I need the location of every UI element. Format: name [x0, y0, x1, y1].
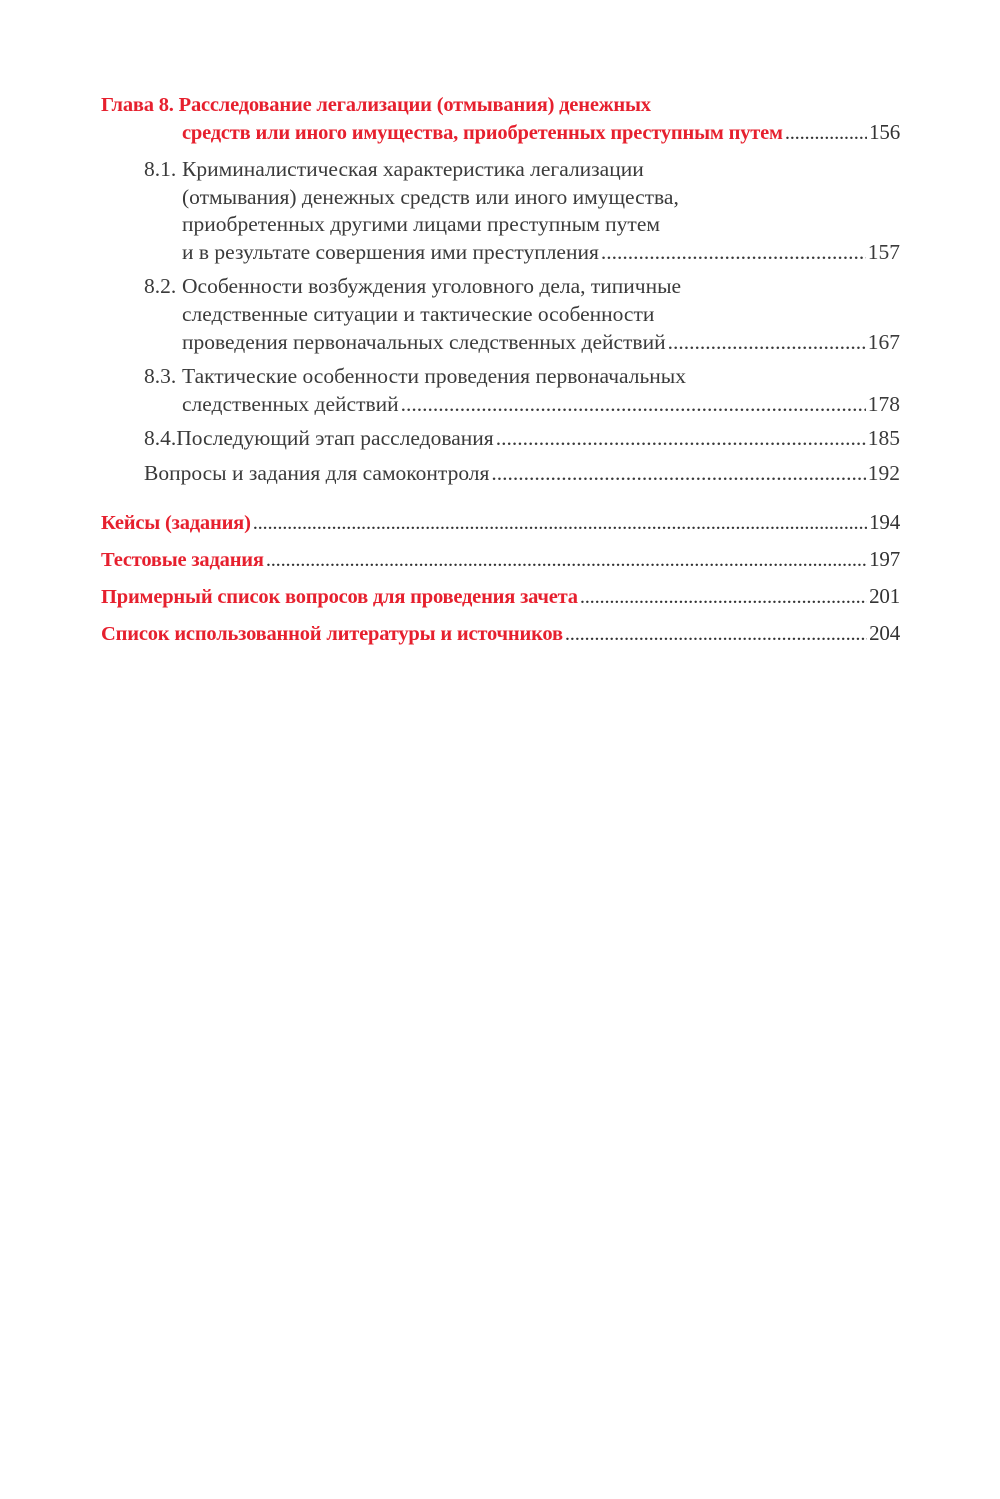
section-line — [144, 156, 900, 184]
item-line — [101, 583, 900, 611]
item-text: Список использованной литературы и источников — [101, 622, 563, 645]
toc-chapter-8[interactable] — [101, 92, 900, 147]
section-text: проведения первоначальных следственных действий — [182, 329, 666, 354]
page-number: 167 — [867, 329, 900, 354]
section-text: Криминалистическая характеристика легализации — [182, 157, 644, 181]
toc-item-tests[interactable] — [101, 546, 900, 574]
spacer — [101, 495, 900, 509]
section-text: Особенности возбуждения уголовного дела, типичные — [182, 274, 682, 299]
dot-leader — [601, 239, 866, 267]
page-number: 192 — [867, 460, 900, 485]
toc-section-8-1[interactable] — [101, 156, 900, 266]
section-line — [144, 184, 900, 212]
section-line — [144, 239, 900, 267]
item-line — [101, 509, 900, 537]
section-line — [144, 301, 900, 329]
dot-leader — [565, 621, 867, 648]
dot-leader — [401, 391, 866, 419]
page-number: 201 — [869, 583, 900, 608]
dot-leader — [491, 460, 865, 488]
toc-section-8-4[interactable] — [101, 425, 900, 453]
toc-item-exam-questions[interactable] — [101, 583, 900, 611]
item-line — [101, 546, 900, 574]
chapter-title-text-2: средств или иного имущества, приобретенных преступным путем — [182, 122, 783, 144]
section-line — [144, 273, 900, 301]
section-text: Вопросы и задания для самоконтроля — [144, 460, 490, 485]
item-text: Тестовые задания — [101, 548, 264, 571]
section-number: 8.2. — [144, 274, 177, 299]
dot-leader — [266, 547, 867, 574]
section-number: 8.4. — [144, 426, 177, 451]
page-number: 185 — [867, 426, 900, 451]
dot-leader — [668, 329, 866, 357]
item-line — [101, 620, 900, 648]
section-text: и в результате совершения ими преступления — [182, 239, 599, 264]
chapter-title-line-2 — [101, 119, 900, 147]
toc-section-8-3[interactable] — [101, 363, 900, 418]
dot-leader — [785, 120, 867, 147]
page-number: 178 — [867, 391, 900, 416]
section-line — [144, 211, 900, 239]
toc-item-references[interactable] — [101, 620, 900, 648]
page-number: 204 — [869, 620, 900, 645]
chapter-title-text-1: Глава 8. Расследование легализации (отмывания) денежных — [101, 94, 651, 116]
section-text: Последующий этап расследования — [176, 426, 494, 451]
toc-selfcheck[interactable] — [101, 460, 900, 488]
section-line — [144, 329, 900, 357]
section-line — [144, 363, 900, 391]
page-number: 197 — [869, 546, 900, 571]
section-line — [144, 391, 900, 419]
page-number: 157 — [867, 239, 900, 264]
section-text: следственных действий — [182, 391, 399, 416]
chapter-title-line-1 — [101, 92, 900, 119]
dot-leader — [496, 425, 866, 453]
page-number: 194 — [869, 509, 900, 534]
section-text: следственные ситуации и тактические особенности — [182, 301, 655, 326]
item-text: Кейсы (задания) — [101, 511, 251, 534]
dot-leader — [253, 510, 867, 537]
toc-item-cases[interactable] — [101, 509, 900, 537]
section-line — [144, 425, 900, 453]
section-text: Тактические особенности проведения первоначальных — [182, 364, 686, 389]
section-number: 8.1. — [144, 157, 177, 181]
page-number: 156 — [869, 120, 900, 144]
table-of-contents — [101, 92, 900, 657]
section-text: приобретенных другими лицами преступным путем — [182, 212, 660, 237]
toc-section-8-2[interactable] — [101, 273, 900, 356]
dot-leader — [580, 584, 867, 611]
section-number: 8.3. — [144, 364, 177, 389]
item-text: Примерный список вопросов для проведения зачета — [101, 585, 578, 608]
section-text: (отмывания) денежных средств или иного имущества, — [182, 184, 679, 209]
section-line — [144, 460, 900, 488]
